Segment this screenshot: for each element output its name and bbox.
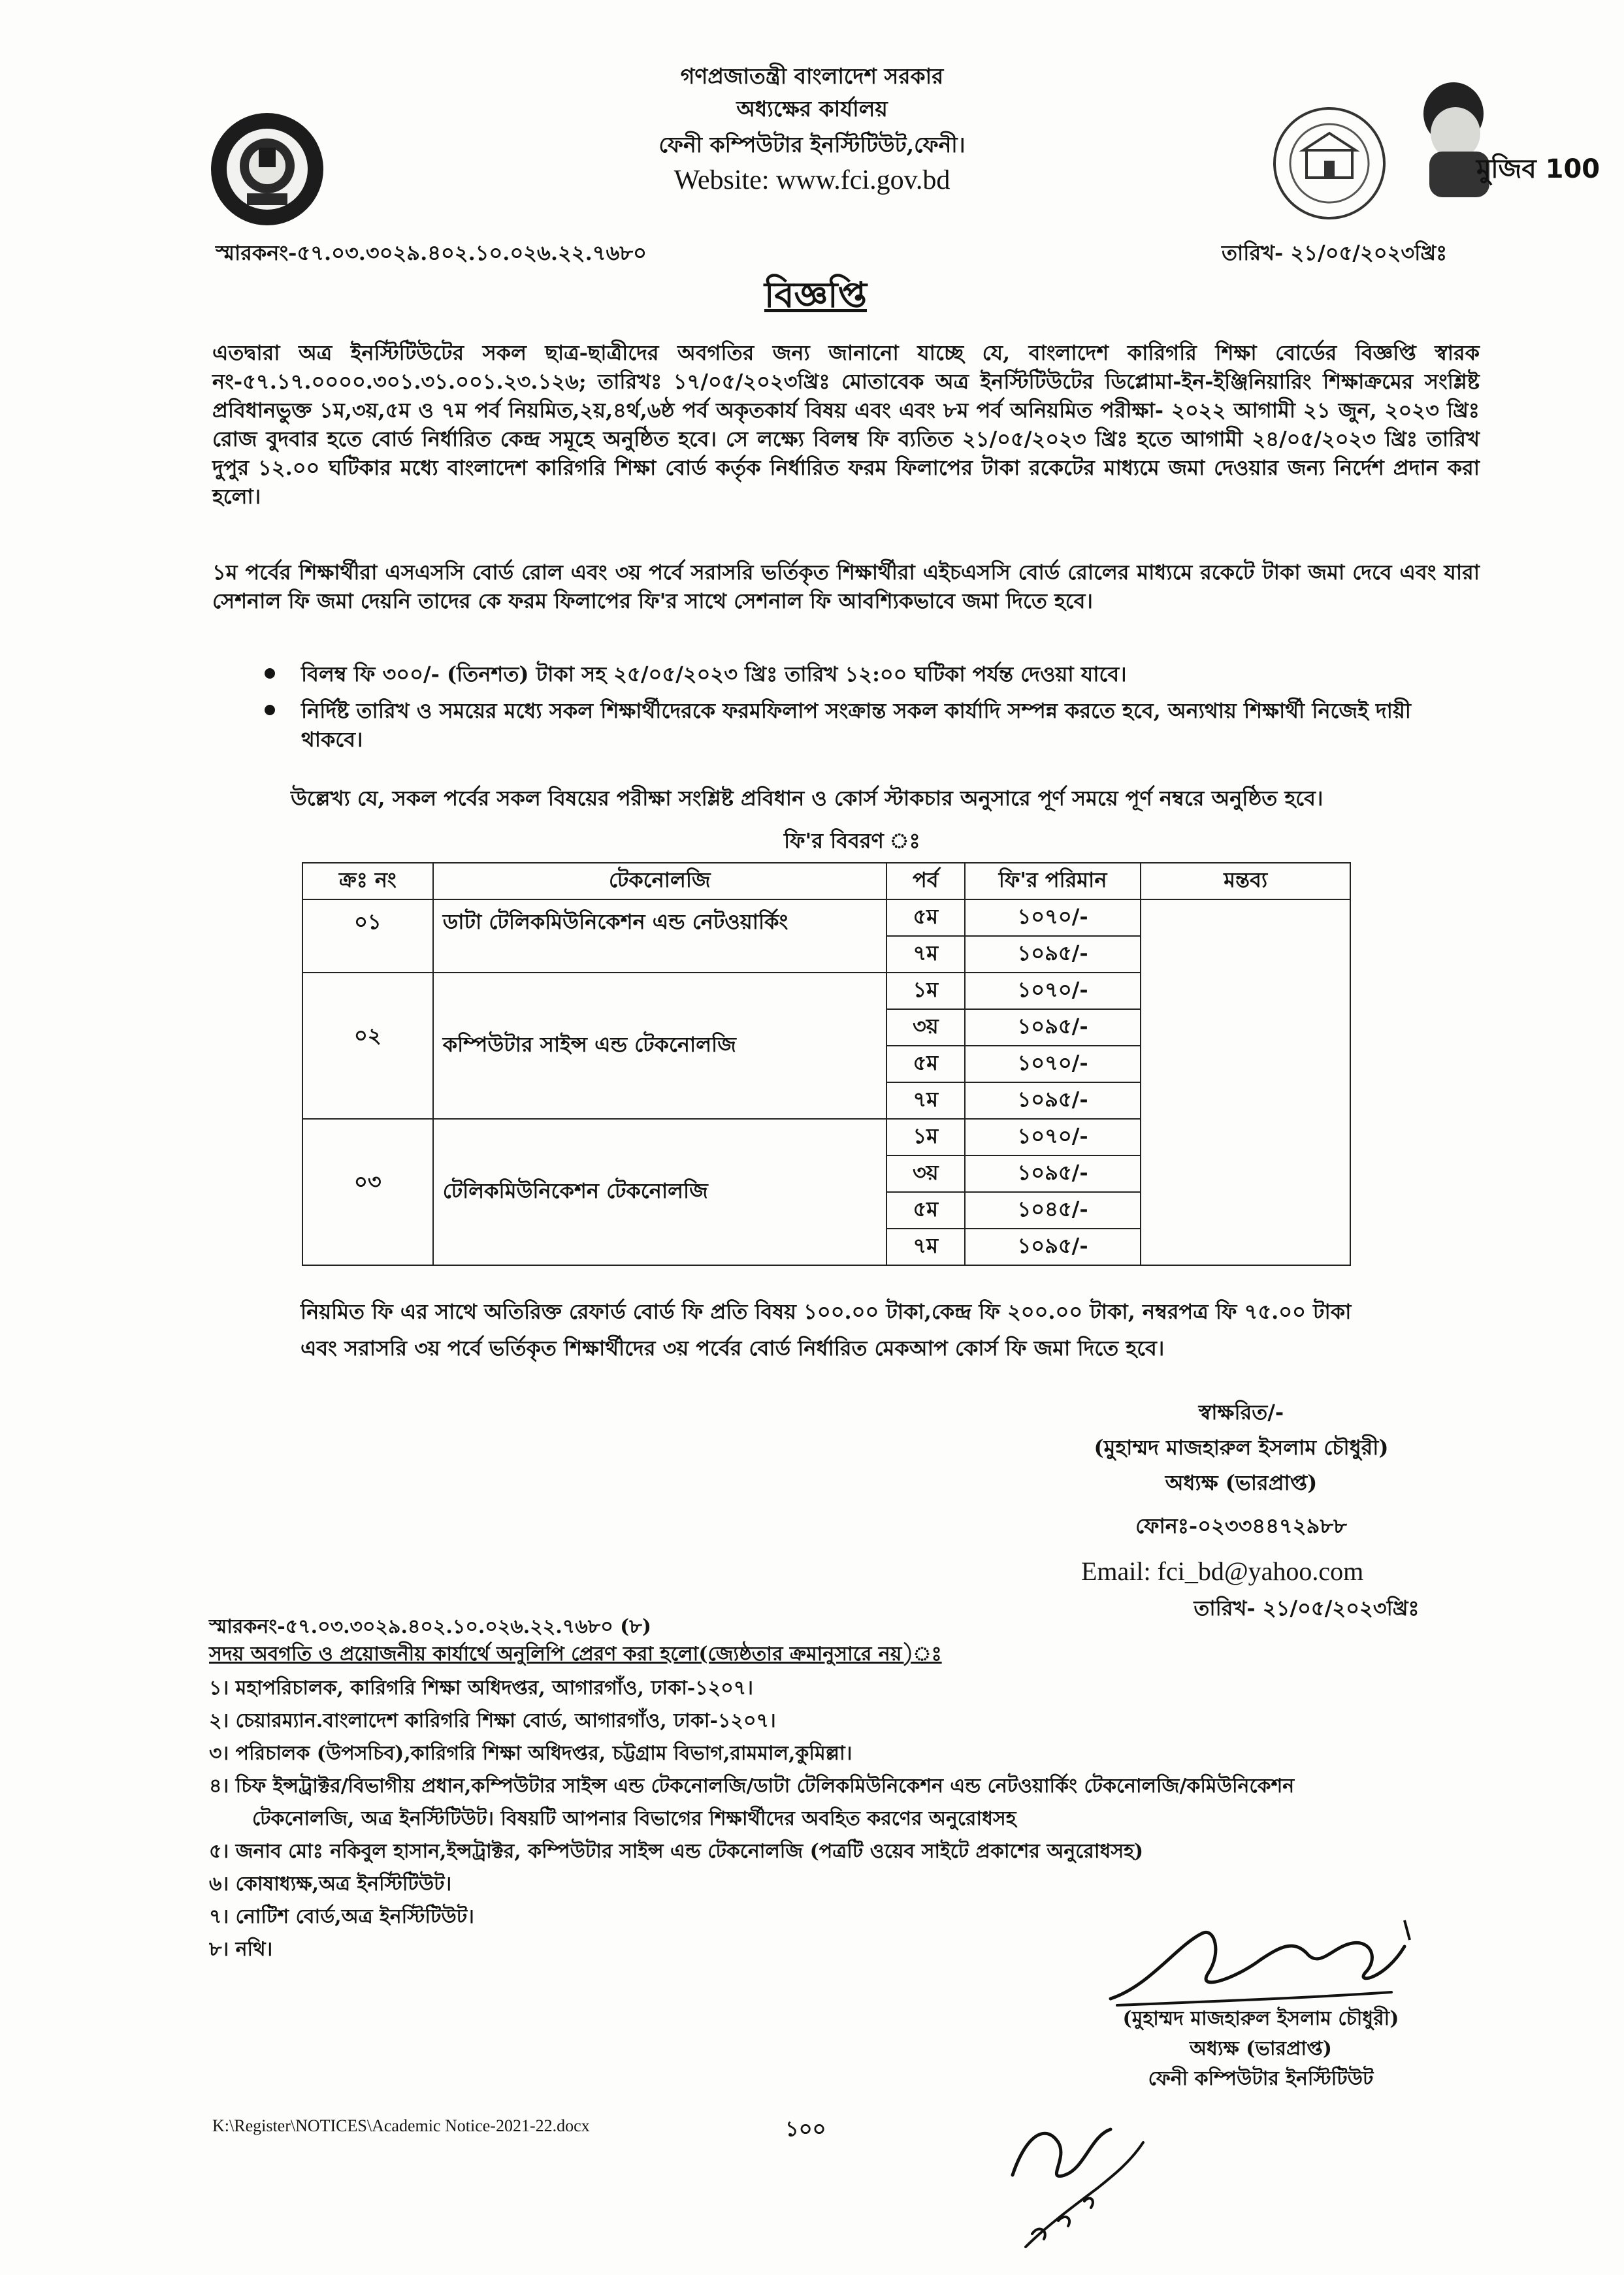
handwritten-signature bbox=[1097, 1907, 1424, 2018]
govt-name: গণপ্রজাতন্ত্রী বাংলাদেশ সরকার bbox=[680, 63, 944, 89]
technology-cell: টেলিকমিউনিকেশন টেকনোলজি bbox=[433, 1119, 886, 1265]
page-number: ১০০ bbox=[785, 2116, 826, 2141]
sl-cell: ০২ bbox=[302, 973, 433, 1119]
list-item: ৮। নথি। bbox=[209, 1938, 273, 1961]
bullet-item bbox=[265, 696, 1480, 754]
fee-cell: ১০৯৫/- bbox=[965, 1155, 1141, 1192]
header-remarks: মন্তব্য bbox=[1141, 863, 1350, 899]
list-item: ৩। পরিচালক (উপসচিব),কারিগরি শিক্ষা অধিদপ্তর, চট্টগ্রাম বিভাগ,রামমাল,কুমিল্লা। bbox=[209, 1742, 853, 1765]
fee-heading: ফি'র বিবরণ ঃ bbox=[784, 828, 920, 853]
file-path: K:\Register\NOTICES\Academic Notice-2021-22.docx bbox=[212, 2116, 590, 2135]
fee-cell: ১০৭০/- bbox=[965, 1119, 1141, 1155]
header-fee: ফি'র পরিমান bbox=[965, 863, 1141, 899]
semester-cell: ১ম bbox=[886, 973, 965, 1009]
table-row bbox=[302, 899, 1350, 936]
office-name: অধ্যক্ষের কার্যালয় bbox=[736, 96, 888, 121]
remarks-cell bbox=[1141, 899, 1350, 1265]
semester-cell: ৩য় bbox=[886, 1155, 965, 1192]
signatory-name: (মুহাম্মদ মাজহারুল ইসলাম চৌধুরী) bbox=[1094, 1435, 1389, 1460]
semester-cell: ৩য় bbox=[886, 1009, 965, 1046]
semester-cell: ৭ম bbox=[886, 1082, 965, 1119]
body-paragraph-1: এতদ্বারা অত্র ইনস্টিটিউটের সকল ছাত্র-ছাত্রীদের অবগতির জন্য জানানো যাচ্ছে যে, বাংলাদেশ কারিগরি শিক্ষা বোর্ডের বিজ্ঞপ্তি স্বারক নং-৫৭.১৭.০০০০.৩০১.৩১.০০১.২৩.১২৬; তারিখঃ ১৭/০৫/২০২৩খ্রিঃ মোতাবেক অত্র ইনস্টিটিউটের ডিপ্লোমা-ইন-ইঞ্জিনিয়ারিং শিক্ষাক্রমের সংশ্লিষ্ট প্রবিধানভুক্ত ১ম,৩য়,৫ম ও ৭ম পর্ব নিয়মিত,২য়,৪র্থ,৬ষ্ঠ পর্ব অকৃতকার্য বিষয় এবং এবং ৮ম পর্ব অনিয়মিত পরীক্ষা- ২০২২ আগামী ২১ জুন, ২০২৩ খ্রিঃ রোজ বুদবার হতে বোর্ড নির্ধারিত কেন্দ্র সমূহে অনুষ্ঠিত হবে। সে লক্ষ্যে বিলম্ব ফি ব্যতিত ২১/০৫/২০২৩ খ্রিঃ হতে আগামী ২৪/০৫/২০২৩ খ্রিঃ তারিখ দুপুর ১২.০০ ঘটিকার মধ্যে বাংলাদেশ কারিগরি শিক্ষা বোর্ড কর্তৃক নির্ধারিত ফরম ফিলাপের টাকা রকেটের মাধ্যমে জমা দেওয়ার জন্য নির্দেশ প্রদান করা হলো। bbox=[212, 340, 1480, 509]
bullet-text: বিলম্ব ফি ৩০০/- (তিনশত) টাকা সহ ২৫/০৫/২০২৩ খ্রিঃ তারিখ ১২:০০ ঘটিকা পর্যন্ত দেওয়া যাবে। bbox=[301, 662, 1127, 686]
bullet-list bbox=[265, 660, 1480, 762]
list-item: ১। মহাপরিচালক, কারিগরি শিক্ষা অধিদপ্তর, আগারগাঁও, ঢাকা-১২০৭। bbox=[209, 1677, 753, 1700]
mujib-portrait-emblem bbox=[1398, 73, 1600, 204]
fee-cell: ১০৯৫/- bbox=[965, 1009, 1141, 1046]
signed-label: স্বাক্ষরিত/- bbox=[1198, 1400, 1284, 1425]
phone-number: ফোনঃ-০২৩৩৪৪৭২৯৮৮ bbox=[1135, 1513, 1347, 1538]
note-line: উল্লেখ্য যে, সকল পর্বের সকল বিষয়ের পরীক্ষা সংশ্লিষ্ট প্রবিধান ও কোর্স স্টাকচার অনুসারে পূর্ণ সময়ে পূর্ণ নম্বরে অনুষ্ঠিত হবে। bbox=[291, 786, 1324, 811]
technology-cell: কম্পিউটার সাইন্স এন্ড টেকনোলজি bbox=[433, 973, 886, 1119]
bullet-icon bbox=[265, 668, 275, 679]
website-line: Website: www.fci.gov.bd bbox=[674, 165, 950, 195]
body-paragraph-2: ১ম পর্বের শিক্ষার্থীরা এসএসসি বোর্ড রোল এবং ৩য় পর্বে সরাসরি ভর্তিকৃত শিক্ষার্থীরা এইচএসসি বোর্ড রোলের মাধ্যমে রকেটে টাকা জমা দেবে এবং যারা সেশনাল ফি জমা দেয়নি তাদের কে ফরম ফিলাপের ফি'র সাথে সেশনাল ফি আবশ্যিকভাবে জমা দিতে হবে। bbox=[212, 560, 1480, 613]
bullet-text: নির্দিষ্ট তারিখ ও সময়ের মধ্যে সকল শিক্ষার্থীদেরকে ফরমফিলাপ সংক্রান্ত সকল কার্যাদি সম্পন্ন করতে হবে, অন্যথায় শিক্ষার্থী নিজেই দায়ী থাকবে। bbox=[301, 698, 1411, 752]
semester-cell: ১ম bbox=[886, 1119, 965, 1155]
handwritten-initials bbox=[986, 2097, 1156, 2260]
list-item: ৭। নোটিশ বোর্ড,অত্র ইনস্টিটিউট। bbox=[209, 1905, 474, 1928]
additional-fee-line-2: এবং সরাসরি ৩য় পর্বে ভর্তিকৃত শিক্ষার্থীদের ৩য় পর্বের বোর্ড নির্ধারিত মেকআপ কোর্স ফি জমা দিতে হবে। bbox=[300, 1336, 1165, 1361]
government-seal-icon bbox=[1271, 105, 1388, 222]
fee-cell: ১০৯৫/- bbox=[965, 1229, 1141, 1265]
mujib-100-text: মুজিব 100 bbox=[1476, 154, 1600, 184]
list-item: ৪। চিফ ইন্সট্রাক্টর/বিভাগীয় প্রধান,কম্পিউটার সাইন্স এন্ড টেকনোলজি/ডাটা টেলিকমিউনিকেশন এন্ড নেটওয়ার্কিং টেকনোলজি/কমিউনিকেশন bbox=[209, 1775, 1295, 1798]
list-item: টেকনোলজি, অত্র ইনস্টিটিউট। বিষয়টি আপনার বিভাগের শিক্ষার্থীদের অবহিত করণের অনুরোধসহ bbox=[252, 1807, 1016, 1830]
notice-title: বিজ্ঞপ্তি bbox=[764, 274, 868, 315]
list-item: ৬। কোষাধ্যক্ষ,অত্র ইনস্টিটিউট। bbox=[209, 1873, 452, 1896]
fee-cell: ১০৭০/- bbox=[965, 973, 1141, 1009]
fee-cell: ১০৯৫/- bbox=[965, 1082, 1141, 1119]
semester-cell: ৫ম bbox=[886, 899, 965, 936]
copy-heading: সদয় অবগতি ও প্রয়োজনীয় কার্যার্থে অনুলিপি প্রেরণ করা হলো(জ্যেষ্ঠতার ক্রমানুসারে নয়)ঃ bbox=[209, 1643, 942, 1666]
email-line: Email: fci_bd@yahoo.com bbox=[1081, 1557, 1364, 1586]
memo-number: স্মারকনং-৫৭.০৩.৩০২৯.৪০২.১০.০২৬.২২.৭৬৮০ bbox=[216, 240, 647, 265]
sl-cell: ০৩ bbox=[302, 1119, 433, 1265]
fee-cell: ১০৪৫/- bbox=[965, 1192, 1141, 1229]
signatory-name-2: (মুহাম্মদ মাজহারুল ইসলাম চৌধুরী) bbox=[1122, 2007, 1399, 2030]
fee-cell: ১০৭০/- bbox=[965, 899, 1141, 936]
semester-cell: ৫ম bbox=[886, 1192, 965, 1229]
list-item: ২। চেয়ারম্যান.বাংলাদেশ কারিগরি শিক্ষা বোর্ড, আগারগাঁও, ঢাকা-১২০৭। bbox=[209, 1709, 776, 1732]
institute-logo bbox=[208, 110, 327, 229]
signatory-designation-2: অধ্যক্ষ (ভারপ্রাপ্ত) bbox=[1190, 2037, 1332, 2060]
list-item: ৫। জনাব মোঃ নকিবুল হাসান,ইন্সট্রাক্টর, কম্পিউটার সাইন্স এন্ড টেকনোলজি (পত্রটি ওয়েব সাইটে প্রকাশের অনুরোধসহ) bbox=[209, 1840, 1144, 1863]
signature-date: তারিখ- ২১/০৫/২০২৩খ্রিঃ bbox=[1194, 1596, 1420, 1621]
copy-memo-number: স্মারকনং-৫৭.০৩.৩০২৯.৪০২.১০.০২৬.২২.৭৬৮০ (৮) bbox=[209, 1615, 651, 1638]
additional-fee-line-1: নিয়মিত ফি এর সাথে অতিরিক্ত রেফার্ড বোর্ড ফি প্রতি বিষয় ১০০.০০ টাকা,কেন্দ্র ফি ২০০.০০ টাকা, নম্বরপত্র ফি ৭৫.০০ টাকা bbox=[300, 1299, 1352, 1324]
bullet-item bbox=[265, 660, 1480, 688]
institute-name: ফেনী কম্পিউটার ইনস্টিটিউট,ফেনী। bbox=[658, 132, 966, 157]
semester-cell: ৭ম bbox=[886, 936, 965, 973]
bullet-icon bbox=[265, 705, 275, 715]
additional-fee-note bbox=[300, 1293, 1476, 1366]
table-header-row bbox=[302, 863, 1350, 899]
notice-date: তারিখ- ২১/০৫/২০২৩খ্রিঃ bbox=[1222, 240, 1448, 265]
sl-cell: ০১ bbox=[302, 899, 433, 973]
semester-cell: ৭ম bbox=[886, 1229, 965, 1265]
semester-cell: ৫ম bbox=[886, 1046, 965, 1082]
header-sl: ক্রঃ নং bbox=[302, 863, 433, 899]
header-semester: পর্ব bbox=[886, 863, 965, 899]
institute-name-2: ফেনী কম্পিউটার ইনস্টিটিউট bbox=[1148, 2067, 1374, 2090]
fee-cell: ১০৯৫/- bbox=[965, 936, 1141, 973]
technology-cell: ডাটা টেলিকমিউনিকেশন এন্ড নেটওয়ার্কিং bbox=[433, 899, 886, 973]
fee-table bbox=[302, 862, 1351, 1266]
signatory-designation: অধ্যক্ষ (ভারপ্রাপ্ত) bbox=[1165, 1470, 1318, 1495]
fee-cell: ১০৭০/- bbox=[965, 1046, 1141, 1082]
header-technology: টেকনোলজি bbox=[433, 863, 886, 899]
